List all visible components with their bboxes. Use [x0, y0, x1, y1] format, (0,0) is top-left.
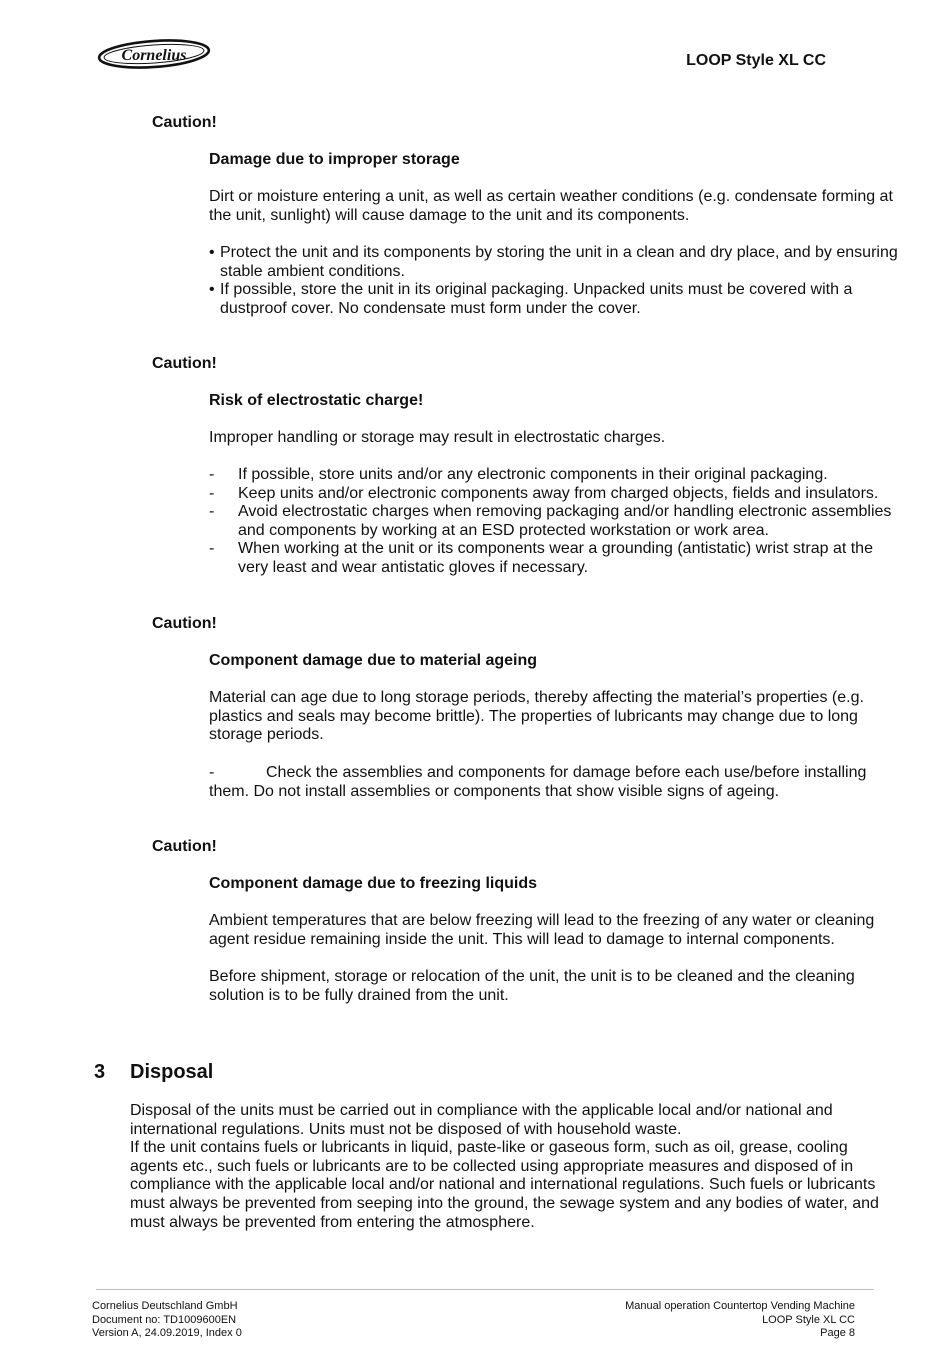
logo-text: Cornelius: [121, 47, 187, 64]
dash-item: - Avoid electrostatic charges when removing packaging and/or handling electronic assemblies and components by working at an ESD protected workstation or work area.: [209, 503, 892, 539]
footer-version: Version A, 24.09.2019, Index 0: [92, 1327, 242, 1339]
header-title: LOOP Style XL CC: [686, 52, 826, 69]
dash-list: [209, 466, 899, 578]
dash-mark: -: [209, 466, 215, 483]
caution-intro: Ambient temperatures that are below freezing will lead to the freezing of any water or cleaning agent residue remaining inside the unit. This will lead to damage to internal components.: [209, 912, 875, 948]
dash-item: - Keep units and/or electronic components away from charged objects, fields and insulators.: [209, 484, 879, 502]
footer-manual: Manual operation Countertop Vending Machine: [625, 1300, 855, 1312]
caution-intro: Material can age due to long storage periods, thereby affecting the material’s properties (e.g. plastics and seals may become brittle). The properties of lubricants may change due to long storage periods.: [209, 689, 864, 744]
caution-label: Caution!: [152, 114, 217, 131]
section-title: Disposal: [130, 1061, 214, 1083]
footer-left: [92, 1300, 242, 1341]
caution-note: Before shipment, storage or relocation of the unit, the unit is to be cleaned and the cleaning solution is to be fully drained from the unit.: [209, 968, 855, 1004]
dash-mark: -: [209, 540, 215, 558]
footer-document-no: Document no: TD1009600EN: [92, 1313, 237, 1326]
footer-divider: [96, 1289, 874, 1290]
dash-mark: -: [209, 484, 215, 502]
check-item: - Check the assemblies and components for damage before each use/before installing them. Do not install assemblies or components that show visible signs of ageing.: [209, 764, 867, 800]
caution-intro: Dirt or moisture entering a unit, as well as certain weather conditions (e.g. condensate forming at the unit, sunlight) will cause damage to the unit and its components.: [209, 188, 893, 224]
footer-product: LOOP Style XL CC: [762, 1313, 855, 1326]
section-paragraph: Disposal of the units must be carried out in compliance with the applicable local and/or national and international regulations. Units must not be disposed of with household waste.: [130, 1102, 833, 1138]
caution-heading: Component damage due to material ageing: [209, 652, 538, 669]
dash-item: - If possible, store units and/or any electronic components in their original packaging.: [209, 466, 828, 483]
bullet-item: • If possible, store the unit in its original packaging. Unpacked units must be covered with a dustproof cover. No condensate must form under the cover.: [209, 281, 853, 317]
footer-right: [625, 1300, 855, 1341]
bullet-list: [209, 244, 899, 318]
caution-heading: Damage due to improper storage: [209, 151, 460, 168]
section-paragraph: If the unit contains fuels or lubricants in liquid, paste-like or gaseous form, such as oil, grease, cooling agents etc., such fuels or lubricants are to be collected using appropriate measures and disposed of in compliance with the applicable local and/or national and international regulations. Such fuels or lubricants must always be prevented from seeping into the ground, the sewage system and any bodies of water, and must always be prevented from entering the atmosphere.: [130, 1139, 879, 1231]
cornelius-logo: [96, 38, 212, 70]
section-body: [130, 1102, 900, 1232]
caution-heading: Component damage due to freezing liquids: [209, 875, 538, 892]
dash-mark: -: [209, 503, 215, 521]
footer-page: Page 8: [820, 1327, 855, 1339]
dash-mark: -: [209, 764, 215, 781]
caution-heading: Risk of electrostatic charge!: [209, 392, 424, 409]
caution-label: Caution!: [152, 355, 217, 372]
bullet-mark: •: [209, 244, 215, 261]
caution-intro: Improper handling or storage may result in electrostatic charges.: [209, 429, 666, 446]
bullet-mark: •: [209, 281, 215, 299]
bullet-item: • Protect the unit and its components by storing the unit in a clean and dry place, and by ensuring stable ambient conditions.: [209, 244, 898, 280]
dash-item: - When working at the unit or its components wear a grounding (antistatic) wrist strap at the very least and wear antistatic gloves if necessary.: [209, 540, 873, 576]
section-number: 3: [94, 1061, 106, 1083]
footer-company: Cornelius Deutschland GmbH: [92, 1300, 238, 1312]
caution-label: Caution!: [152, 615, 217, 632]
caution-label: Caution!: [152, 838, 217, 855]
